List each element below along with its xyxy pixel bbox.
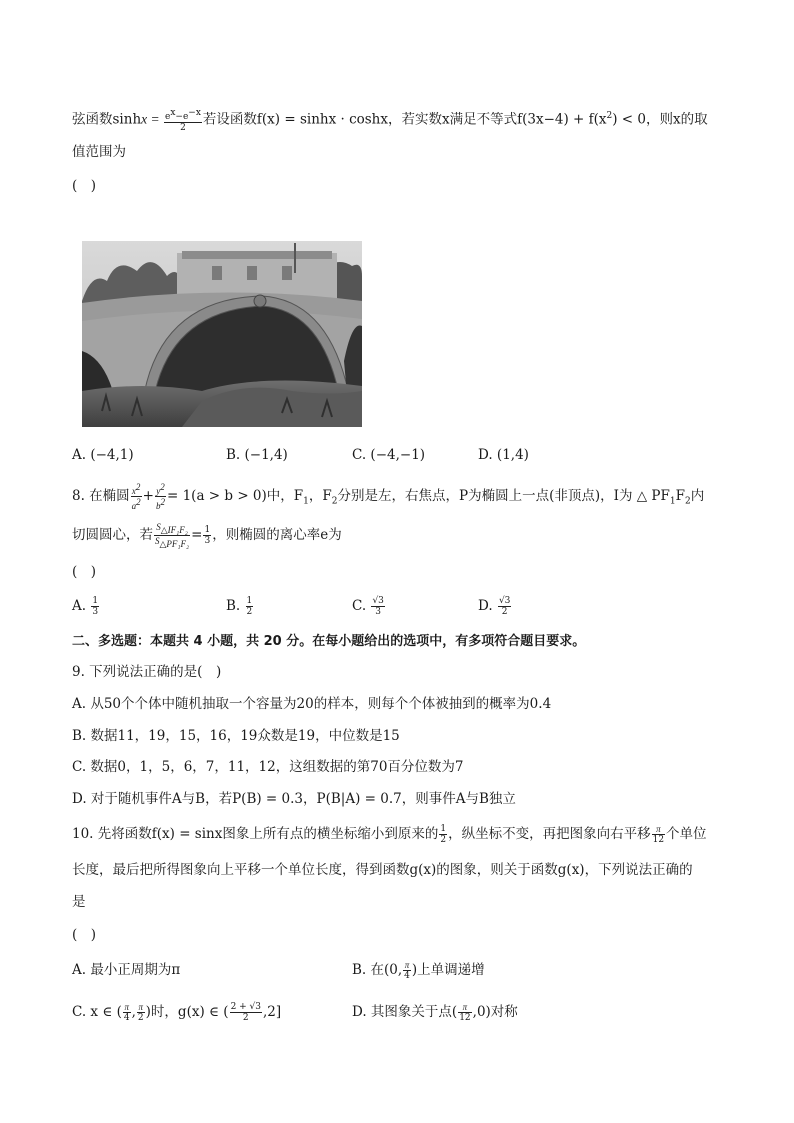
q8-frac-x: $\frac{x^2}{a^2}$ (131, 482, 141, 511)
q10-option-c[interactable]: C. x ∈ ( $\frac{\pi}{4}$ , $\frac{\pi}{2}$ )时，g(x) ∈ ( $\frac{2 + √3}{2}$ ,2] (72, 1002, 282, 1023)
q10-line2: 长度，最后把所得图象向上平移一个单位长度，得到函数g(x)的图象，则关于函数g(x)，下列说法正确的 (72, 862, 693, 878)
q7-option-a[interactable]: A. (−4,1) (72, 447, 134, 463)
q8-d-label: D. (478, 598, 493, 614)
q8-option-c[interactable] (352, 596, 386, 617)
q7-answer-paren: ( ) (72, 178, 97, 194)
q8-text-d: 分别是左，右焦点，P为椭圆上一点(非顶点)，I为 △ PF (337, 488, 670, 504)
q7-line1: 弦函数sinhx = $\frac{e^x-e^{-x}}{2}$ 若设函数f(x) = sinhx · coshx，若实数x满足不等式$f(3x-4) + f(x^2) < 0$，则x的取 (72, 107, 708, 133)
q8-c-num: √3 (372, 596, 384, 606)
section-2-header: 二、多选题：本题共 4 小题，共 20 分。在每小题给出的选项中，有多项符合题目要求。 (72, 634, 586, 649)
q8-d-num: √3 (498, 596, 511, 606)
q8-frac-y: $\frac{y^2}{b^2}$ (155, 482, 165, 511)
q8-c-den: 3 (375, 607, 382, 617)
q8-one-third: $\frac{1}{3}$ (204, 524, 211, 546)
q9-option-a[interactable]: A. 从50个个体中随机抽取一个容量为20的样本，则每个个体被抽到的概率为0.4 (72, 696, 552, 712)
q8-d-den: 2 (501, 607, 508, 617)
q8-line1: 8. 在椭圆 $\frac{x^2}{a^2}$ + $\frac{y^2}{b^2}$ = 1(a > b > 0)中，$F_1$，$F_2$分别是左，右焦点，P为椭圆上一点(非顶点)，I为 △ $PF_1F_2$内 (72, 482, 705, 511)
q8-line2 (72, 522, 342, 549)
q7-frac-den: 2 (180, 122, 186, 133)
q8-a-den: 3 (92, 607, 99, 617)
q7-option-c[interactable]: C. (−4,−1) (352, 447, 426, 463)
q7-line2: 值范围为 (72, 144, 126, 160)
q10-line3: 是 (72, 894, 86, 910)
q10-b-text-b: )上单调递增 (411, 962, 485, 978)
q8-text-b: = 1(a > b > 0)中，F (166, 488, 304, 504)
q9-option-d[interactable]: D. 对于随机事件A与B，若P(B) = 0.3，P(B|A) = 0.7，则事件A与B独立 (72, 791, 516, 807)
q7-frac-num: e (165, 111, 171, 122)
q8-text-e: F (675, 488, 685, 504)
q10-d-text-a: D. 其图象关于点( (352, 1004, 458, 1020)
q7-sinh-fraction: $\frac{e^x-e^{-x}}{2}$ (165, 107, 201, 133)
q10-option-b[interactable]: B. 在(0, $\frac{\pi}{4}$ )上单调递增 (352, 960, 485, 981)
q8-b-den: 2 (246, 607, 253, 617)
q10-option-d[interactable]: D. 其图象关于点( $\frac{\pi}{12}$ ,0)对称 (352, 1002, 518, 1023)
q10-text-c: 个单位 (666, 826, 707, 842)
q10-d-text-b: ,0)对称 (472, 1004, 518, 1020)
q10-text-a: 10. 先将函数f(x) = sinx图象上所有点的横坐标缩小到原来的 (72, 826, 439, 842)
q8-text-a: 8. 在椭圆 (72, 488, 130, 504)
q9-option-c[interactable]: C. 数据0，1，5，6，7，11，12，这组数据的第70百分位数为7 (72, 759, 464, 775)
q10-line1 (72, 824, 707, 845)
q8-text-g: 切圆圆心，若 (72, 526, 153, 543)
q8-option-d[interactable] (478, 596, 512, 617)
q10-answer-paren: ( ) (72, 927, 97, 943)
q8-a-label: A. (72, 598, 87, 614)
q9-stem: 9. 下列说法正确的是( ) (72, 664, 222, 680)
q7-text-b: x = (141, 111, 163, 127)
q7-option-b[interactable]: B. (−1,4) (226, 447, 288, 463)
q8-text-h: = (191, 526, 203, 543)
q10-frac-half: $\frac{1}{2}$ (440, 824, 447, 845)
q10-b-text-a: B. 在(0, (352, 962, 403, 978)
q8-a-num: 1 (92, 596, 99, 606)
q10-option-a[interactable]: A. 最小正周期为π (72, 962, 181, 978)
q10-text-b: ，纵坐标不变，再把图象向右平移 (448, 826, 651, 842)
q8-area-ratio: $\frac{S_{\triangle IF_1F_2}}{S_{\triangle PF_1F_2}}$ (155, 522, 190, 549)
q7-option-d[interactable]: D. (1,4) (478, 447, 529, 463)
q8-option-a[interactable] (72, 596, 100, 617)
q8-text-i: ，则椭圆的离心率e为 (212, 526, 342, 543)
q8-text-f: 内 (690, 488, 705, 504)
arch-bridge-photo (82, 241, 362, 427)
q10-c-text-b: )时，g(x) ∈ ( (145, 1004, 229, 1020)
q8-answer-paren: ( ) (72, 564, 97, 580)
q10-frac-pi12: $\frac{\pi}{12}$ (652, 824, 665, 845)
q8-text-c: ，F (308, 488, 332, 504)
q7-text-a: 弦函数sinh (72, 111, 142, 128)
q7-text-d: ) < 0，则x的取 (612, 111, 708, 128)
q8-c-label: C. (352, 598, 367, 614)
q8-b-label: B. (226, 598, 241, 614)
q8-option-b[interactable] (226, 596, 254, 617)
q10-c-text-c: ,2] (263, 1004, 282, 1020)
q9-option-b[interactable]: B. 数据11，19，15，16，19众数是19，中位数是15 (72, 728, 400, 744)
q7-text-c: 若设函数f(x) = sinhx · coshx，若实数x满足不等式f(3x−4) + f(x (202, 111, 607, 128)
q10-c-text-a: C. x ∈ ( (72, 1004, 122, 1020)
q8-b-num: 1 (246, 596, 253, 606)
